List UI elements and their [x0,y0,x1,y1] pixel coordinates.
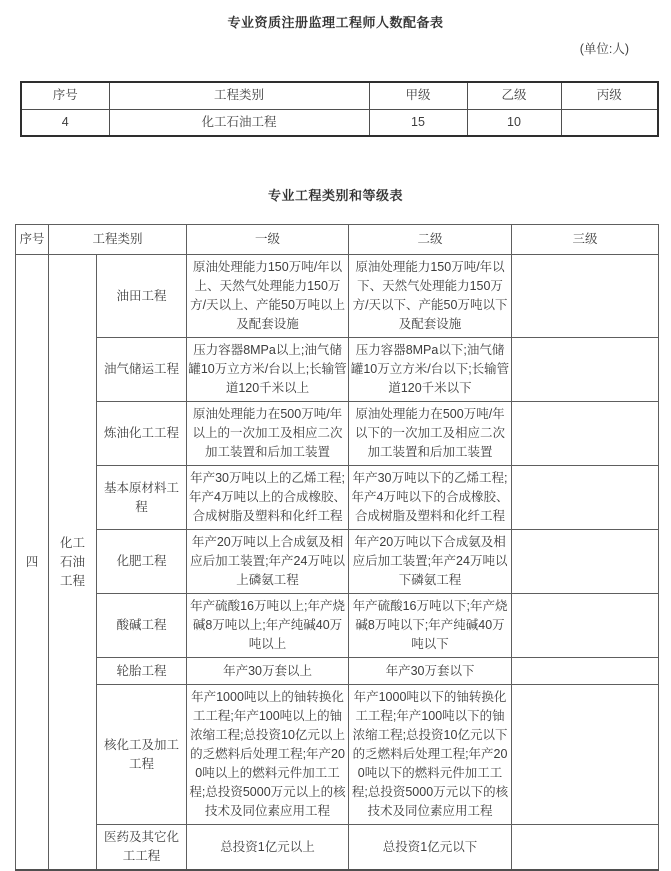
col-header-serial: 序号 [21,82,109,109]
page-title-grades: 专业工程类别和等级表 [267,188,403,203]
cell-type: 油田工程 [97,255,187,338]
cell-level1: 年产30万套以上 [187,658,349,685]
staffing-header-row [21,82,658,109]
col-header-grade-c: 丙级 [561,82,658,109]
unit-note: (单位:人) [579,42,629,56]
cell-level1: 总投资1亿元以上 [187,825,349,871]
cell-level2: 总投资1亿元以下 [349,825,512,871]
col-header-level1: 一级 [187,225,349,255]
staffing-table [20,81,659,137]
cell-level3 [512,530,659,594]
col-header-level3: 三级 [512,225,659,255]
grade-table [15,224,659,871]
table-row [16,685,659,825]
cell-level3 [512,466,659,530]
grade-a-cell: 15 [369,109,467,136]
table-row [16,338,659,402]
category-cell: 化工石油工程 [109,109,369,136]
cell-type: 油气储运工程 [97,338,187,402]
table-row [16,825,659,871]
cell-level3 [512,685,659,825]
col-header-grade-a: 甲级 [369,82,467,109]
cell-level3 [512,658,659,685]
table-row [16,255,659,338]
serial-cell: 四 [16,255,49,871]
cell-level2: 年产1000吨以下的铀转换化工工程;年产100吨以下的铀浓缩工程;总投资10亿元以下的乏燃料后处理工程;年产200吨以下的燃料元件加工工程;总投资5000万元以下的核技术及同位素应用工程 [349,685,512,825]
page-title-staffing: 专业资质注册监理工程师人数配备表 [227,15,444,30]
table-row [16,402,659,466]
cell-type: 酸碱工程 [97,594,187,658]
cell-level1: 压力容器8MPa以上;油气储罐10万立方米/台以上;长输管道120千米以上 [187,338,349,402]
cell-level1: 原油处理能力在500万吨/年以上的一次加工及相应二次加工装置和后加工装置 [187,402,349,466]
cell-type: 轮胎工程 [97,658,187,685]
cell-level3 [512,338,659,402]
category-group-cell: 化工石油工程 [49,255,97,871]
table-row [16,530,659,594]
cell-level3 [512,594,659,658]
col-header-category: 工程类别 [109,82,369,109]
cell-level1: 年产30万吨以上的乙烯工程;年产4万吨以上的合成橡胶、合成树脂及塑料和化纤工程 [187,466,349,530]
grade-b-cell: 10 [467,109,561,136]
serial-cell: 4 [21,109,109,136]
grade-header-row [16,225,659,255]
staffing-data-row [21,109,658,136]
cell-level2: 压力容器8MPa以下;油气储罐10万立方米/台以下;长输管道120千米以下 [349,338,512,402]
col-header-level2: 二级 [349,225,512,255]
cell-level2: 年产20万吨以下合成氨及相应后加工装置;年产24万吨以下磷氨工程 [349,530,512,594]
cell-level2: 年产硫酸16万吨以下;年产烧碱8万吨以下;年产纯碱40万吨以下 [349,594,512,658]
cell-type: 化肥工程 [97,530,187,594]
col-header-category: 工程类别 [49,225,187,255]
cell-level2: 原油处理能力在500万吨/年以下的一次加工及相应二次加工装置和后加工装置 [349,402,512,466]
table-row [16,594,659,658]
col-header-serial: 序号 [16,225,49,255]
cell-level3 [512,825,659,871]
cell-level1: 原油处理能力150万吨/年以上、天然气处理能力150万方/天以上、产能50万吨以上及配套设施 [187,255,349,338]
cell-level3 [512,255,659,338]
col-header-grade-b: 乙级 [467,82,561,109]
cell-type: 炼油化工工程 [97,402,187,466]
cell-level2: 年产30万吨以下的乙烯工程;年产4万吨以下的合成橡胶、合成树脂及塑料和化纤工程 [349,466,512,530]
cell-level2: 原油处理能力150万吨/年以下、天然气处理能力150万方/天以下、产能50万吨以下及配套设施 [349,255,512,338]
cell-level1: 年产20万吨以上合成氨及相应后加工装置;年产24万吨以上磷氨工程 [187,530,349,594]
cell-level1: 年产硫酸16万吨以上;年产烧碱8万吨以上;年产纯碱40万吨以上 [187,594,349,658]
cell-type: 核化工及加工工程 [97,685,187,825]
table-row [16,658,659,685]
cell-level3 [512,402,659,466]
cell-level2: 年产30万套以下 [349,658,512,685]
grade-c-cell [561,109,658,136]
cell-level1: 年产1000吨以上的铀转换化工工程;年产100吨以上的铀浓缩工程;总投资10亿元以上的乏燃料后处理工程;年产200吨以上的燃料元件加工工程;总投资5000万元以上的核技术及同位素应用工程 [187,685,349,825]
table-row [16,466,659,530]
cell-type: 基本原材料工程 [97,466,187,530]
cell-type: 医药及其它化工工程 [97,825,187,871]
